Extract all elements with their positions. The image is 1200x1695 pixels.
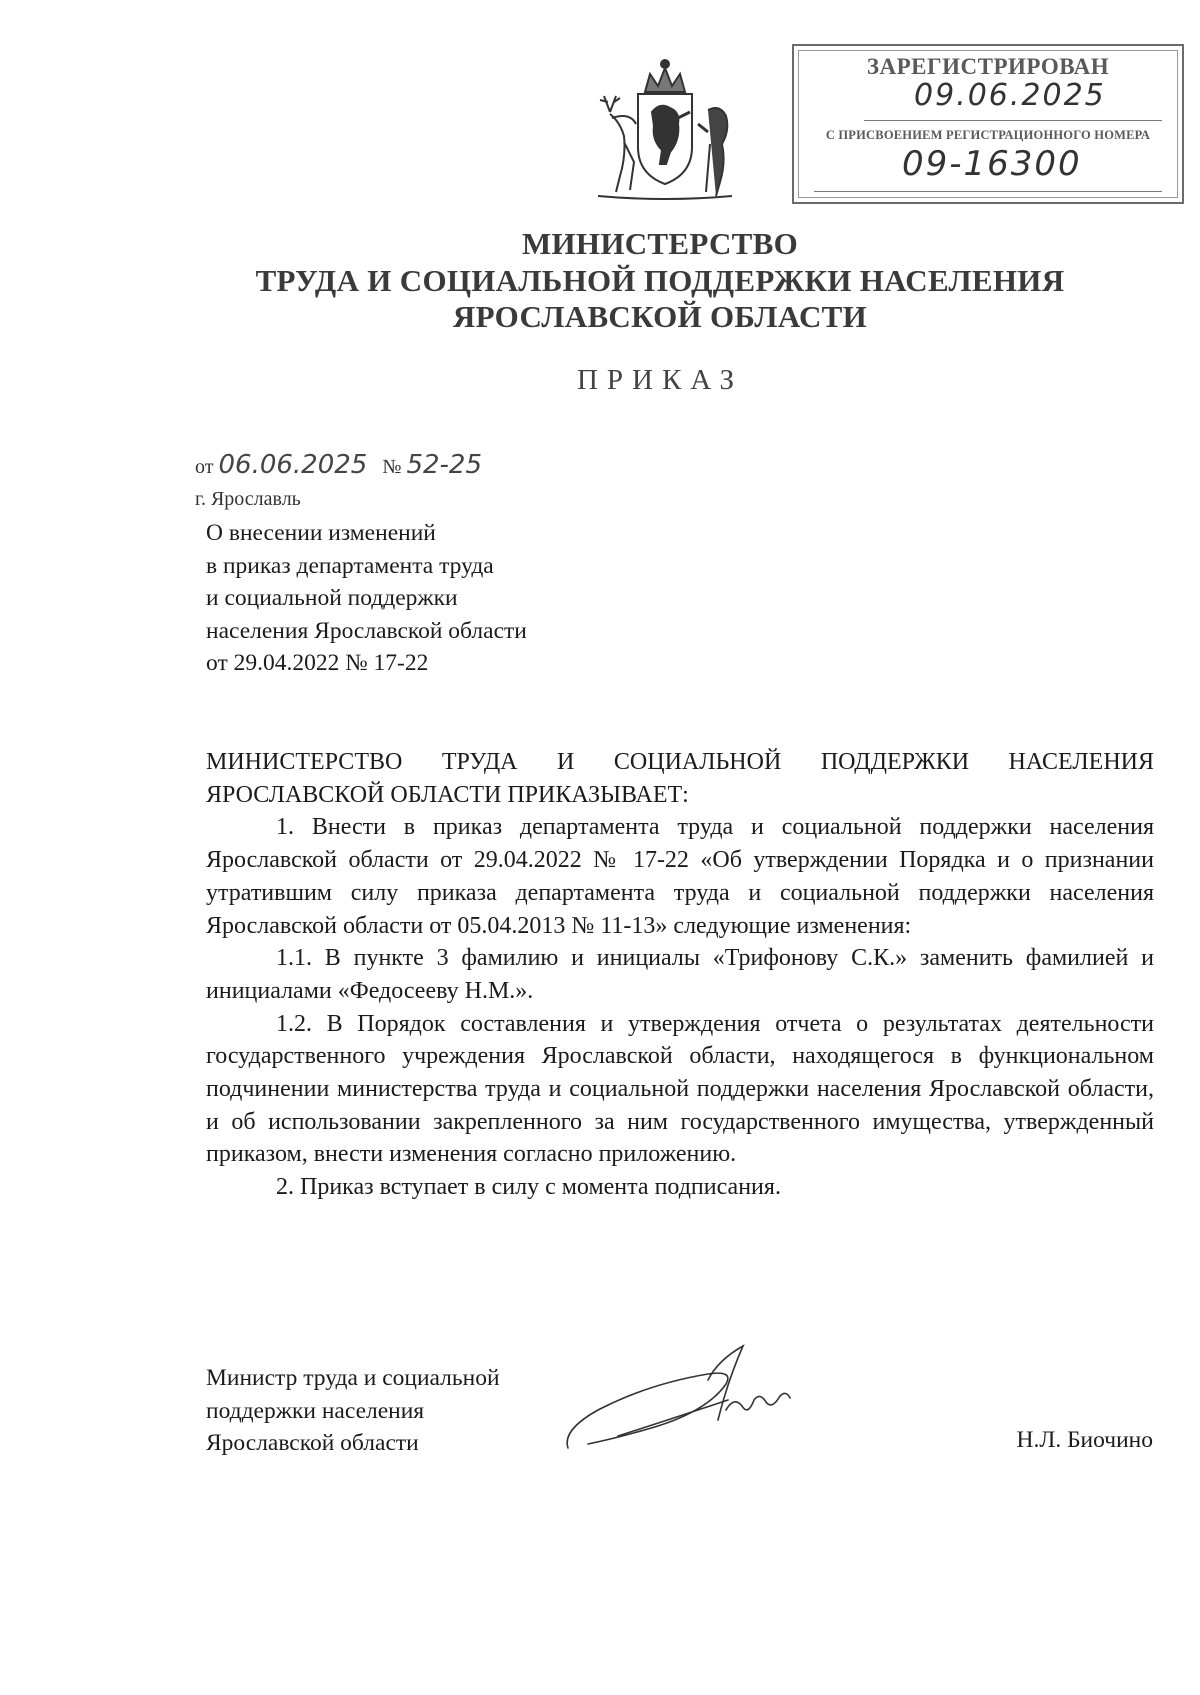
clause-1: 1. Внести в приказ департамента труда и социальной поддержки населения Ярославской области от 29.04.2022 № 17-22 «Об утверждении Порядка и о признании утратившим силу приказа департамента труда и социальной поддержки населения Ярославской области от 05.04.2013 № 11-13» следующие изменения: <box>206 814 1154 939</box>
clause-1-1: 1.1. В пункте 3 фамилию и инициалы «Трифонову С.К.» заменить фамилией и инициалами «Федосееву Н.М.». <box>206 945 1154 1004</box>
subject-line: в приказ департамента труда <box>206 552 494 579</box>
subject-line: от 29.04.2022 № 17-22 <box>206 650 429 676</box>
order-number: 52-25 <box>406 450 483 480</box>
stamp-number-label: С ПРИСВОЕНИЕМ РЕГИСТРАЦИОННОГО НОМЕРА <box>825 128 1151 142</box>
stamp-divider <box>864 120 1162 121</box>
subject-line: и социальной поддержки <box>206 585 458 611</box>
document-type-title: ПРИКАЗ <box>576 364 744 396</box>
stamp-registration-number: 09-16300 <box>902 144 1082 184</box>
stamp-registered-label: ЗАРЕГИСТРИРОВАН <box>866 54 1110 79</box>
signatory-title <box>206 1362 500 1460</box>
preamble-paragraph: МИНИСТЕРСТВО ТРУДА И СОЦИАЛЬНОЙ ПОДДЕРЖКИ НАСЕЛЕНИЯ ЯРОСЛАВСКОЙ ОБЛАСТИ ПРИКАЗЫВАЕТ: <box>206 749 1154 808</box>
stamp-divider <box>814 191 1162 192</box>
ministry-name-line: ТРУДА И СОЦИАЛЬНОЙ ПОДДЕРЖКИ НАСЕЛЕНИЯ <box>255 263 1065 298</box>
order-date-number-line <box>195 450 482 480</box>
date-label: от <box>195 456 214 478</box>
order-body <box>206 746 1154 1204</box>
signatory-title-line: Министр труда и социальной <box>206 1365 500 1391</box>
issue-city: г. Ярославль <box>195 488 301 510</box>
handwritten-signature <box>558 1340 818 1458</box>
order-subject <box>206 517 527 680</box>
number-label: № <box>382 456 402 478</box>
order-date: 06.06.2025 <box>218 450 368 480</box>
signatory-title-line: Ярославской области <box>206 1430 419 1456</box>
subject-line: населения Ярославской области <box>206 617 527 644</box>
ministry-name-line: МИНИСТЕРСТВО <box>521 226 799 261</box>
signatory-title-line: поддержки населения <box>206 1397 425 1424</box>
clause-1-2: 1.2. В Порядок составления и утверждения отчета о результатах деятельности государственного учреждения Ярославской области, находящегося в функциональном подчинении министерства труда и социальной поддержки населения Ярославской области, и об использовании закрепленного за ним государственного имущества, утвержденный приказом, внести изменения согласно приложению. <box>206 1010 1154 1168</box>
subject-line: О внесении изменений <box>206 520 436 546</box>
clause-2: 2. Приказ вступает в силу с момента подписания. <box>276 1174 781 1201</box>
stamp-registration-date: 09.06.2025 <box>914 78 1106 113</box>
ministry-name-line: ЯРОСЛАВСКОЙ ОБЛАСТИ <box>452 299 868 334</box>
registration-stamp <box>792 44 1184 204</box>
coat-of-arms-emblem <box>590 52 740 202</box>
signatory-name: Н.Л. Биочино <box>1016 1427 1153 1453</box>
